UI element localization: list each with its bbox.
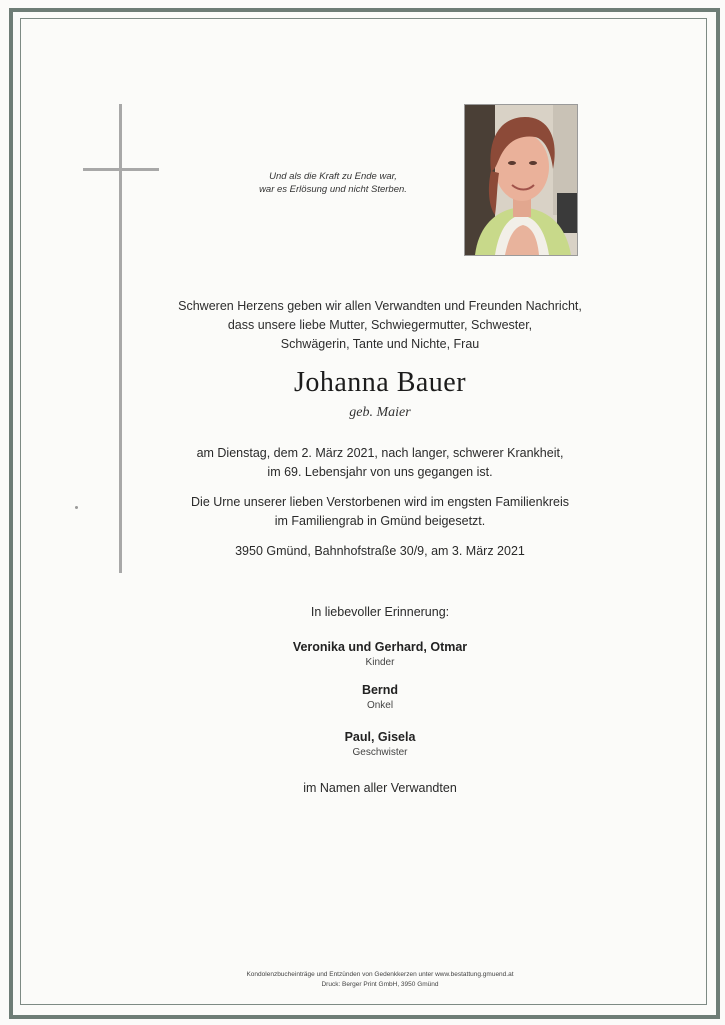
mourner-group [150, 683, 610, 711]
motto-quote [218, 170, 448, 196]
intro-line-1: Schweren Herzens geben wir allen Verwandten und Freunden Nachricht, [178, 299, 582, 313]
signoff: im Namen aller Verwandten [303, 781, 457, 795]
mourner-relation: Kinder [365, 657, 395, 668]
cross-icon-horizontal-bar [83, 168, 159, 171]
burial-notice [150, 493, 610, 531]
death-notice [150, 444, 610, 482]
deceased-name: Johanna Bauer [293, 367, 467, 398]
place-and-date: 3950 Gmünd, Bahnhofstraße 30/9, am 3. März 2021 [235, 544, 525, 558]
mourner-relation: Geschwister [352, 747, 408, 758]
mourner-names: Paul, Gisela [344, 730, 416, 744]
mourner-group [150, 640, 610, 668]
memory-heading: In liebevoller Erinnerung: [310, 605, 450, 619]
footer [150, 970, 610, 990]
motto-line-1: Und als die Kraft zu Ende war, [269, 171, 397, 182]
cross-icon-vertical-bar [119, 104, 122, 573]
intro-text [150, 297, 610, 354]
intro-line-3: Schwägerin, Tante und Nichte, Frau [280, 337, 480, 351]
mourner-relation: Onkel [366, 700, 394, 711]
footer-line-2: Druck: Berger Print GmbH, 3950 Gmünd [321, 981, 439, 988]
burial-notice-line-2: im Familiengrab in Gmünd beigesetzt. [274, 514, 486, 528]
burial-notice-line-1: Die Urne unserer lieben Verstorbenen wird im engsten Familienkreis [191, 495, 569, 509]
death-notice-line-2: im 69. Lebensjahr von uns gegangen ist. [267, 465, 493, 479]
portrait-photo [464, 104, 578, 256]
mourner-names: Bernd [361, 683, 399, 697]
footer-line-1: Kondolenzbucheinträge und Entzünden von Gedenkkerzen unter www.bestattung.gmuend.at [246, 971, 514, 978]
portrait-illustration [465, 105, 577, 255]
mourner-names: Veronika und Gerhard, Otmar [292, 640, 468, 654]
death-notice-line-1: am Dienstag, dem 2. März 2021, nach langer, schwerer Krankheit, [196, 446, 564, 460]
mourner-group [150, 730, 610, 758]
deceased-birth-name: geb. Maier [349, 405, 411, 420]
paper-speck [75, 506, 78, 509]
motto-line-2: war es Erlösung und nicht Sterben. [259, 184, 407, 195]
intro-line-2: dass unsere liebe Mutter, Schwiegermutter, Schwester, [227, 318, 533, 332]
